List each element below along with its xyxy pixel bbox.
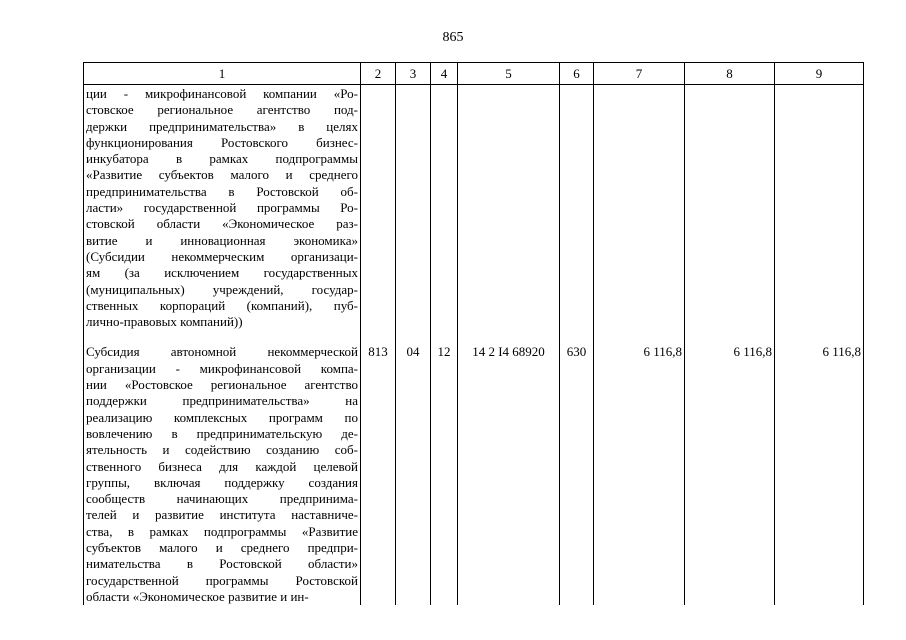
header-col-6: 6: [560, 63, 594, 85]
row-amount-1: 6 116,8: [594, 344, 685, 605]
header-col-9: 9: [775, 63, 864, 85]
description-line: вовлечению в предпринимательскую де-: [86, 425, 358, 441]
description-line: сообществ начинающих предпринима-: [86, 491, 358, 507]
header-col-7: 7: [594, 63, 685, 85]
description-line: ласти» государственной программы Ро-: [86, 200, 358, 216]
row-subsection-code: 12: [431, 344, 458, 605]
header-col-5: 5: [458, 63, 560, 85]
header-col-4: 4: [431, 63, 458, 85]
description-line: (муниципальных) учреждений, государ-: [86, 281, 358, 297]
table-row: [84, 85, 864, 345]
row-subsection-code: [431, 85, 458, 345]
description-line: нии «Ростовское региональное агентство: [86, 377, 358, 393]
row-description: [84, 85, 361, 345]
description-line: ям (за исключением государственных: [86, 265, 358, 281]
description-line: «Развитие субъектов малого и среднего: [86, 167, 358, 183]
description-line: стовской области «Экономическое раз-: [86, 216, 358, 232]
description-line: группы, включая поддержку создания: [86, 474, 358, 490]
row-section-code: 04: [396, 344, 431, 605]
row-expense-type: 630: [560, 344, 594, 605]
row-section-code: [396, 85, 431, 345]
description-line: нимательства в Ростовской области»: [86, 556, 358, 572]
header-col-1: 1: [84, 63, 361, 85]
description-line: субъектов малого и среднего предпри-: [86, 540, 358, 556]
description-line: предпринимательства в Ростовской об-: [86, 183, 358, 199]
description-line: государственной программы Ростовской: [86, 572, 358, 588]
row-target-article: [458, 85, 560, 345]
table-row: [84, 344, 864, 605]
description-line: ции - микрофинансовой компании «Ро-: [86, 86, 358, 101]
row-amount-3: [775, 85, 864, 345]
description-line: организации - микрофинансовой компа-: [86, 360, 358, 376]
page-number: 865: [442, 30, 464, 45]
row-expense-type: [560, 85, 594, 345]
row-target-article: 14 2 I4 68920: [458, 344, 560, 605]
description-line: ственного бизнеса для каждой целевой: [86, 458, 358, 474]
header-col-8: 8: [685, 63, 775, 85]
description-line: реализацию комплексных программ по: [86, 409, 358, 425]
row-ministry-code: 813: [361, 344, 396, 605]
row-amount-2: [685, 85, 775, 345]
description-line: ственных корпораций (компаний), пуб-: [86, 297, 358, 313]
description-line: области «Экономическое развитие и ин-: [86, 588, 309, 604]
header-col-3: 3: [396, 63, 431, 85]
description-line: инкубатора в рамках подпрограммы: [86, 151, 358, 167]
budget-table: [83, 62, 864, 605]
description-line: лично-правовых компаний)): [86, 314, 243, 330]
row-description: [84, 344, 361, 605]
row-amount-1: [594, 85, 685, 345]
description-line: (Субсидии некоммерческим организаци-: [86, 248, 358, 264]
row-ministry-code: [361, 85, 396, 345]
row-amount-2: 6 116,8: [685, 344, 775, 605]
description-line: ства, в рамках подпрограммы «Развитие: [86, 523, 358, 539]
description-line: Субсидия автономной некоммерческой: [86, 344, 358, 360]
header-row: [84, 63, 864, 85]
description-line: держки предпринимательства» в целях: [86, 118, 358, 134]
description-line: витие и инновационная экономика»: [86, 232, 358, 248]
row-amount-3: 6 116,8: [775, 344, 864, 605]
header-col-2: 2: [361, 63, 396, 85]
description-line: функционирования Ростовского бизнес-: [86, 134, 358, 150]
description-line: телей и развитие института наставниче-: [86, 507, 358, 523]
description-line: стовское региональное агентство под-: [86, 102, 358, 118]
description-line: ятельность и содействию созданию соб-: [86, 442, 358, 458]
description-line: поддержки предпринимательства» на: [86, 393, 358, 409]
